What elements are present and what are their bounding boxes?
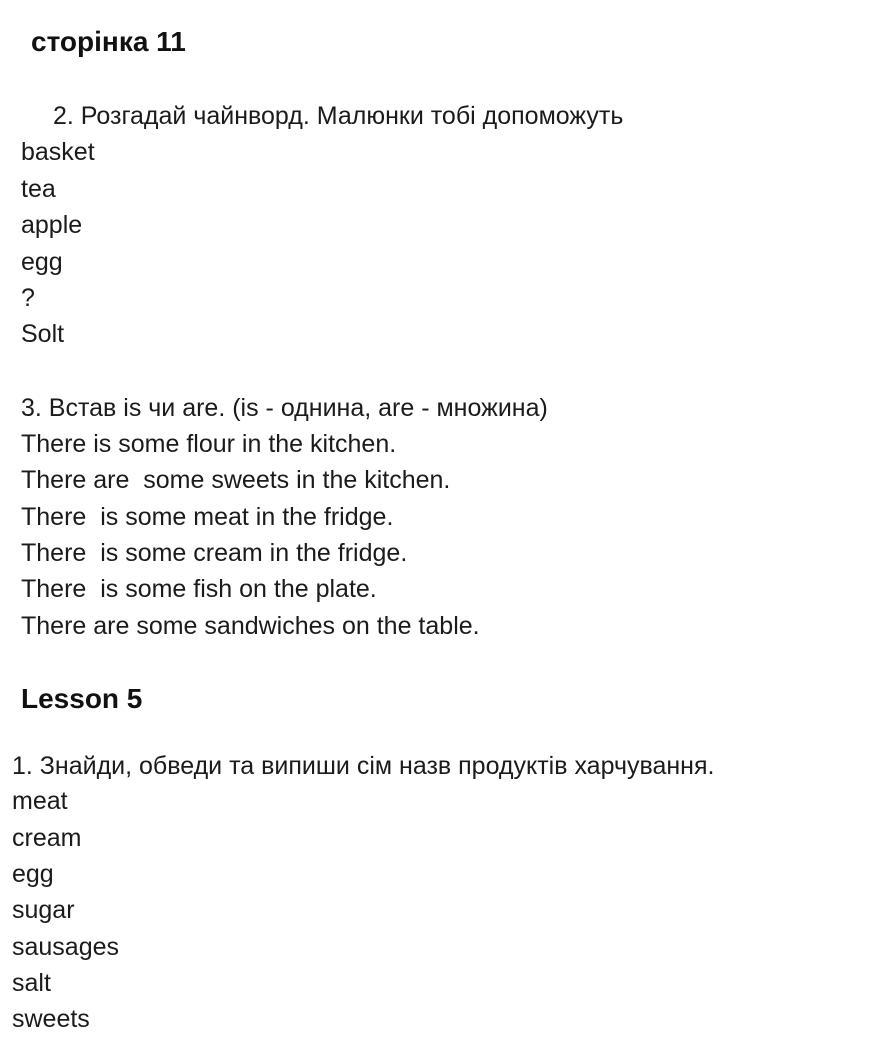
task-2-instruction: 2. Розгадай чайнворд. Малюнки тобі допоможуть	[53, 102, 624, 130]
task-3-sentence: There are some sweets in the kitchen.	[21, 466, 451, 494]
lesson-task-1-answer: sausages	[12, 933, 120, 961]
task-2-answer: basket	[21, 138, 95, 166]
task-2-answer: tea	[21, 175, 56, 203]
task-3-instruction: 3. Встав is чи are. (is - однина, are - множина)	[21, 394, 548, 422]
lesson-task-1-instruction: 1. Знайди, обведи та випиши сім назв продуктів харчування.	[12, 752, 715, 780]
task-3-sentence: There are some sandwiches on the table.	[21, 612, 480, 640]
lesson-task-1-answer: salt	[12, 969, 51, 997]
task-2-answer: apple	[21, 211, 83, 239]
lesson-title: Lesson 5	[21, 683, 143, 714]
lesson-task-1-answer: egg	[12, 860, 54, 888]
page-title: сторінка 11	[31, 26, 186, 57]
task-2-answer: Solt	[21, 320, 65, 348]
lesson-task-1-answer: cream	[12, 824, 82, 852]
task-3-sentence: There is some cream in the fridge.	[21, 539, 408, 567]
task-2-answer: ?	[21, 284, 35, 312]
task-3-sentence: There is some fish on the plate.	[21, 575, 377, 603]
task-3-sentence: There is some flour in the kitchen.	[21, 430, 397, 458]
lesson-task-1-answer: sugar	[12, 896, 75, 924]
lesson-task-1-answer: meat	[12, 787, 68, 815]
task-3-sentence: There is some meat in the fridge.	[21, 503, 394, 531]
lesson-task-1-answer: sweets	[12, 1005, 90, 1033]
task-2-answer: egg	[21, 248, 63, 276]
